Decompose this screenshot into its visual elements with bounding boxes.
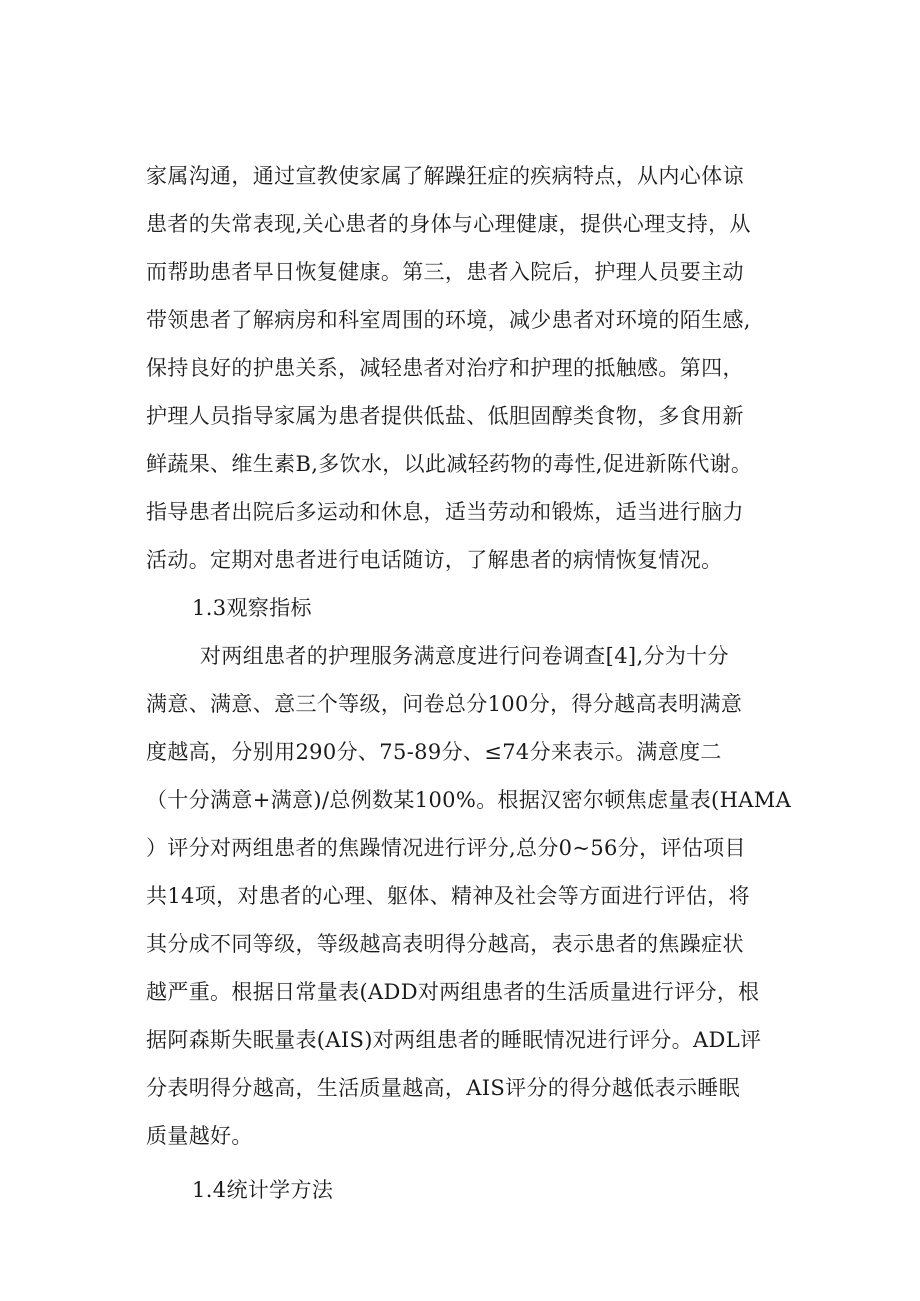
- paragraph-line: 其分成不同等级，等级越高表明得分越高，表示患者的焦躁症状: [146, 932, 744, 956]
- paragraph-line: 越严重。根据日常量表(ADD对两组患者的生活质量进行评分，根: [146, 980, 760, 1004]
- paragraph-line: 带领患者了解病房和科室周围的环境，减少患者对环境的陌生感,: [146, 308, 751, 332]
- paragraph-line: 分表明得分越高，生活质量越高，AIS评分的得分越低表示睡眠: [146, 1076, 740, 1100]
- section-heading-1-3: 1.3观察指标: [192, 596, 312, 620]
- paragraph-line: 满意、满意、意三个等级，问卷总分100分，得分越高表明满意: [146, 692, 743, 716]
- paragraph-line: ）评分对两组患者的焦躁情况进行评分,总分0~56分，评估项目: [146, 836, 746, 860]
- paragraph-line: 质量越好。: [146, 1124, 253, 1148]
- paragraph-line: 度越高，分别用290分、75-89分、≤74分来表示。满意度二: [146, 740, 722, 764]
- paragraph-line: 活动。定期对患者进行电话随访，了解患者的病情恢复情况。: [146, 548, 723, 572]
- paragraph-line: （十分满意+满意)/总例数某100%。根据汉密尔顿焦虑量表(HAMA: [146, 788, 792, 812]
- section-heading-1-4: 1.4统计学方法: [192, 1178, 334, 1202]
- paragraph-line: 家属沟通，通过宣教使家属了解躁狂症的疾病特点，从内心体谅: [146, 164, 744, 188]
- paragraph-line: 共14项，对患者的心理、躯体、精神及社会等方面进行评估，将: [146, 884, 750, 908]
- paragraph-line: 护理人员指导家属为患者提供低盐、低胆固醇类食物，多食用新: [146, 404, 744, 428]
- paragraph-line: 指导患者出院后多运动和休息，适当劳动和锻炼，适当进行脑力: [146, 500, 744, 524]
- paragraph-line: 据阿森斯失眠量表(AIS)对两组患者的睡眠情况进行评分。ADL评: [146, 1028, 762, 1052]
- paragraph-line: 而帮助患者早日恢复健康。第三，患者入院后，护理人员要主动: [146, 260, 744, 284]
- paragraph-line: 患者的失常表现,关心患者的身体与心理健康，提供心理支持，从: [146, 212, 751, 236]
- paragraph-line: 保持良好的护患关系，减轻患者对治疗和护理的抵触感。第四，: [146, 356, 744, 380]
- paragraph-line: 鲜蔬果、维生素B,多饮水，以此减轻药物的毒性,促进新陈代谢。: [146, 452, 753, 476]
- paragraph-line: 对两组患者的护理服务满意度进行问卷调查[4],分为十分: [200, 644, 729, 668]
